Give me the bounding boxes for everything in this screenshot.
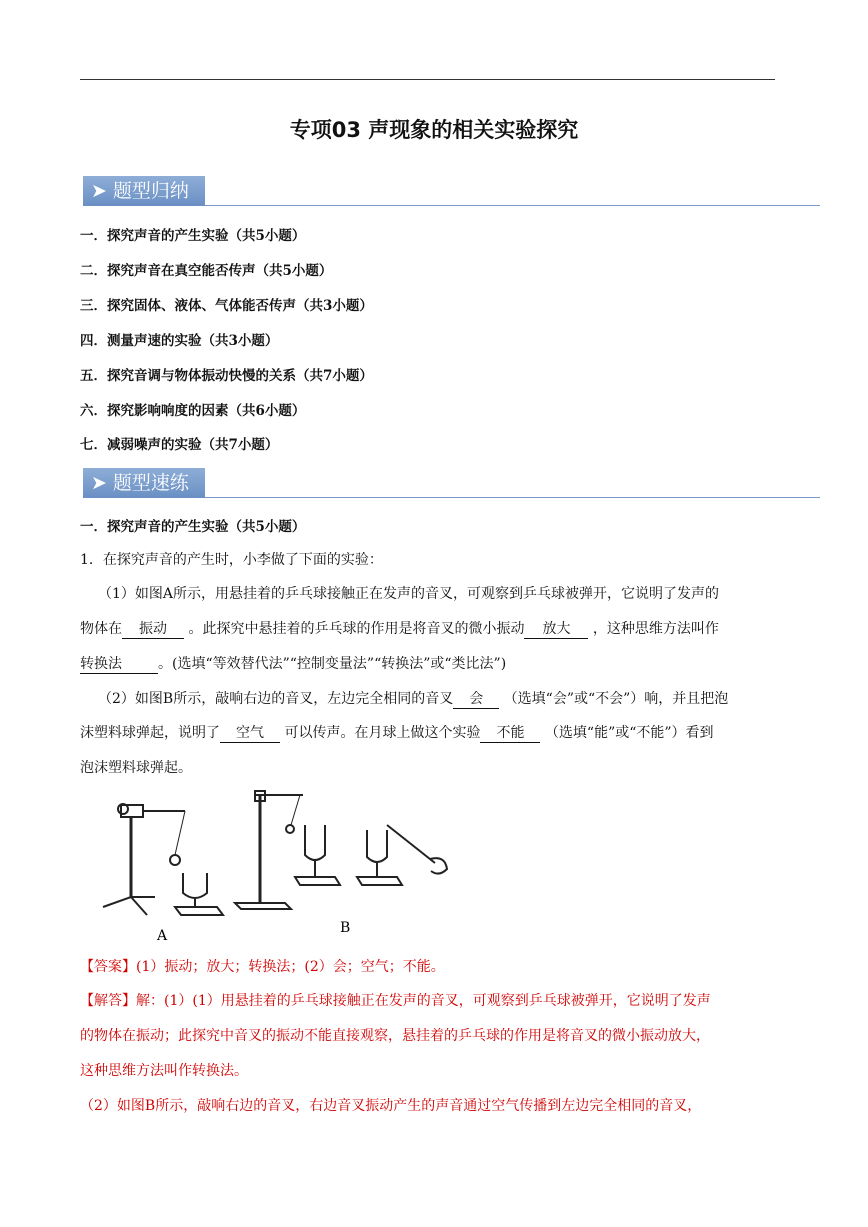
section-header-practice	[80, 468, 820, 500]
arrow-right-icon: ➤	[91, 180, 107, 202]
answer-blank: 振动	[122, 618, 184, 639]
clamp-icon	[121, 805, 143, 817]
explanation-tag: 【解答】	[80, 993, 136, 1009]
ping-pong-ball-icon	[170, 855, 180, 865]
toc-item-7: 七．减弱噪声的实验（共7小题）	[80, 437, 279, 453]
answer-blank: 放大	[524, 618, 588, 639]
section-header-summary	[80, 176, 820, 208]
question-text: （2）如图B所示，敲响右边的音叉，左边完全相同的音叉 会 （选填“会”或“不会”）响，并且把泡	[98, 688, 810, 709]
page-title: 专项03 声现象的相关实验探究	[289, 118, 579, 142]
section-rule	[205, 205, 820, 206]
toc-item-2: 二．探究声音在真空能否传声（共5小题）	[80, 263, 333, 279]
question-text: （1）如图A所示，用悬挂着的乒乓球接触正在发声的音叉，可观察到乒乓球被弹开，它说明了发声的	[98, 586, 720, 602]
toc-item-3: 三．探究固体、液体、气体能否传声（共3小题）	[80, 298, 373, 314]
sub-heading: 一．探究声音的产生实验（共5小题）	[80, 519, 306, 535]
experiment-figure	[95, 785, 455, 940]
explanation-line: 这种思维方法叫作转换法。	[80, 1063, 248, 1079]
toc-item-1: 一．探究声音的产生实验（共5小题）	[80, 228, 306, 244]
answer-tag: 【答案】	[80, 959, 136, 975]
answer-text: (1）振动；放大；转换法；(2）会；空气；不能。	[136, 959, 445, 975]
section-label: 题型归纳	[112, 180, 189, 202]
tuning-fork-icon	[183, 873, 207, 907]
section-rule	[205, 497, 820, 498]
hammer-icon	[387, 825, 435, 863]
explanation-line: 的物体在振动；此探究中音叉的振动不能直接观察，悬挂着的乒乓球的作用是将音叉的微小振动放大，	[80, 1028, 710, 1044]
answer-line	[80, 956, 792, 976]
explanation-line: 【解答】解：(1）(1）用悬挂着的乒乓球接触正在发声的音叉，可观察到乒乓球被弹开，它说明了发声	[80, 993, 711, 1009]
figure-label-b: B	[340, 920, 351, 936]
tuning-fork-icon	[305, 825, 325, 877]
answer-blank: 转换法	[80, 653, 158, 674]
explanation-line: （2）如图B所示，敲响右边的音叉，右边音叉振动产生的声音通过空气传播到左边完全相同的音叉，	[80, 1098, 702, 1114]
answer-blank: 会	[453, 688, 499, 709]
answer-blank: 不能	[480, 722, 540, 743]
question-text: 沫塑料球弹起，说明了 空气 可以传声。在月球上做这个实验 不能 （选填“能”或“不能”）看到	[80, 722, 792, 743]
arrow-right-icon: ➤	[91, 472, 107, 494]
question-text: 泡沫塑料球弹起。	[80, 760, 192, 776]
answer-blank: 空气	[220, 722, 280, 743]
section-label: 题型速练	[112, 472, 189, 494]
figure-label-a: A	[157, 928, 168, 940]
toc-item-5: 五．探究音调与物体振动快慢的关系（共7小题）	[80, 368, 373, 384]
foam-ball-icon	[286, 825, 294, 833]
question-stem: 1．在探究声音的产生时，小李做了下面的实验：	[80, 552, 383, 568]
toc-item-6: 六．探究影响响度的因素（共6小题）	[80, 403, 306, 419]
header-rule	[80, 79, 775, 80]
toc-item-4: 四．测量声速的实验（共3小题）	[80, 333, 279, 349]
tuning-fork-icon	[367, 830, 387, 877]
question-text: 物体在 振动 。此探究中悬挂着的乒乓球的作用是将音叉的微小振动 放大 ，这种思维方法叫作	[80, 618, 792, 639]
question-text: 转换法 。(选填“等效替代法”“控制变量法”“转换法”或“类比法”)	[80, 653, 792, 674]
